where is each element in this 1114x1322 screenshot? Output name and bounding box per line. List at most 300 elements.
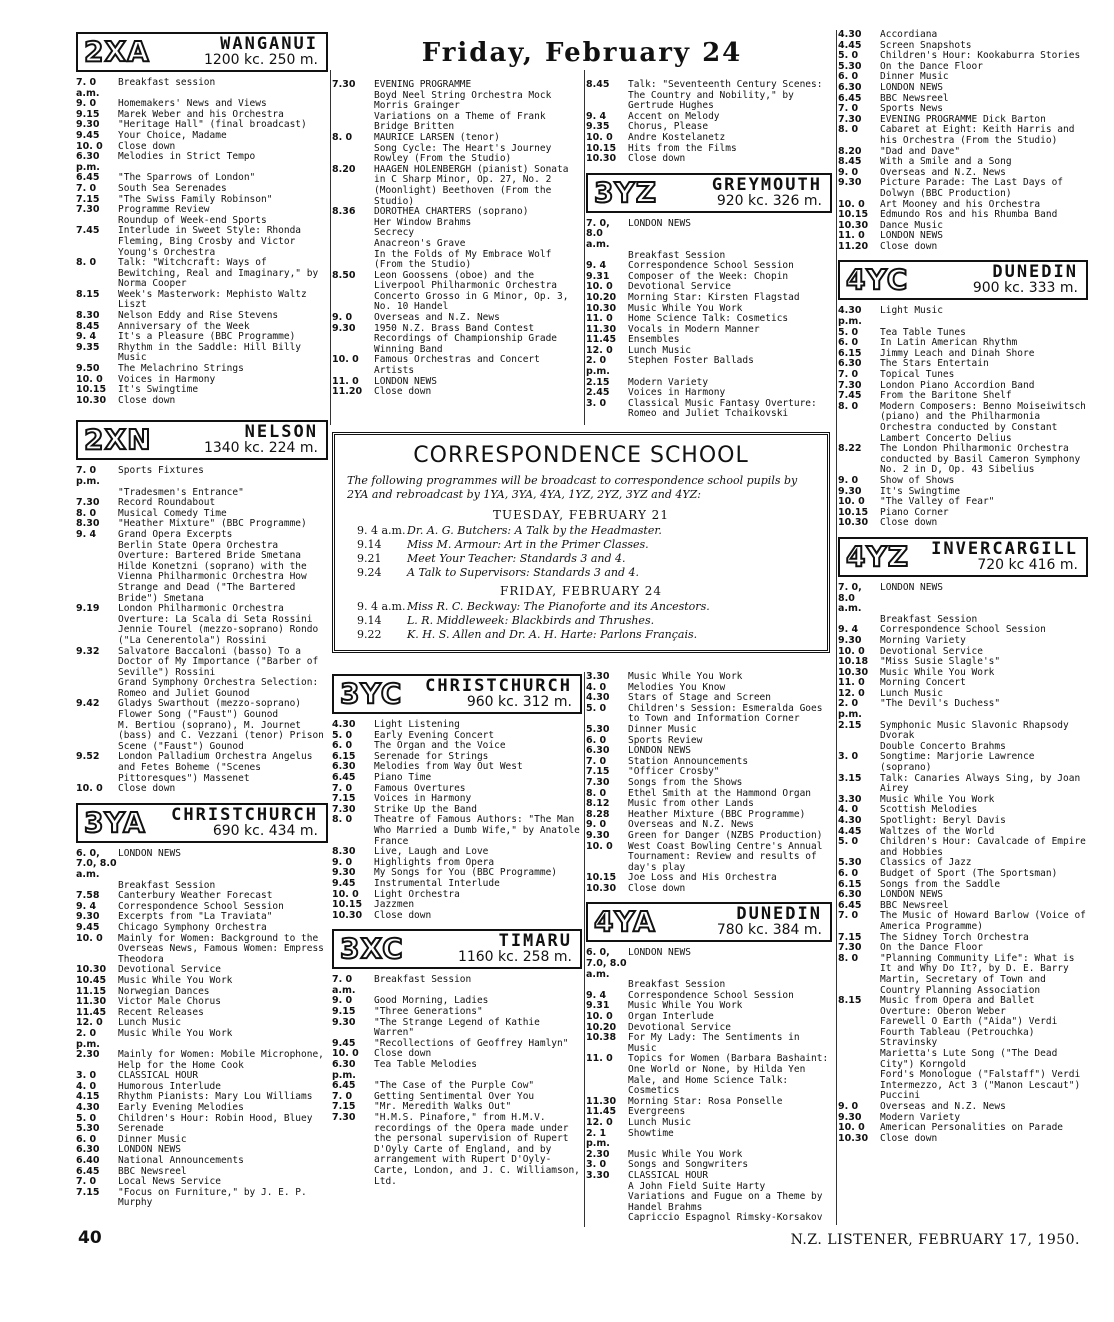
program-time: 6.30 — [838, 81, 862, 93]
column-rule — [836, 30, 837, 1225]
station-city: GREYMOUTH — [711, 174, 822, 195]
station-frequency: 780 kc. 384 m. — [716, 922, 822, 939]
program-entry — [838, 178, 1088, 199]
program-title: Morning Star: Kirsten Flagstad — [628, 291, 800, 303]
program-title: LONDON NEWS — [880, 889, 943, 901]
program-entry — [838, 359, 1088, 370]
program-title: A John Field Suite Harty — [628, 1180, 766, 1192]
program-title: Light Music — [880, 305, 943, 317]
program-title: Instrumental Interlude — [374, 877, 500, 889]
program-title: Organ Interlude — [628, 1011, 714, 1023]
program-entry — [76, 343, 328, 364]
station-frequency: 1340 kc. 224 m. — [203, 440, 318, 457]
program-title: Norwegian Dances — [118, 985, 210, 997]
program-time: 10. 0 — [76, 140, 103, 152]
program-entry — [838, 518, 1088, 529]
page-number: 40 — [78, 1228, 102, 1248]
program-entry — [76, 184, 328, 195]
program-entry — [586, 873, 832, 884]
correspondence-item — [347, 600, 815, 614]
program-entry — [838, 72, 1088, 83]
program-time: 4.30 — [76, 1102, 100, 1114]
program-time: 5.30 — [838, 60, 862, 72]
program-title: Close down — [880, 517, 938, 529]
program-title: London Palladium Orchestra Angelus and Fetes Boheme ("Scenes Pittoresques") Massenet — [118, 751, 313, 784]
program-time: 9.30 — [332, 322, 356, 334]
program-title: CLASSICAL HOUR — [628, 1169, 709, 1181]
program-entry — [332, 975, 582, 996]
program-title: Marietta's Lute Song ("The Dead City") Korngold — [880, 1048, 1058, 1070]
program-title: Cabaret at Eight: Keith Harris and his Orchestra (From the Studio) — [880, 124, 1075, 146]
program-list-col3-mid — [586, 672, 832, 894]
program-entry — [838, 890, 1088, 901]
program-title: Your Choice, Madame — [118, 129, 227, 141]
program-title: Andre Kostelanetz — [628, 131, 726, 143]
program-title: Breakfast Session — [374, 974, 472, 986]
program-title: Farewell O Earth ("Aida") Verdi — [880, 1016, 1058, 1028]
program-time: 11.30 — [76, 996, 107, 1008]
program-entry — [586, 112, 832, 123]
program-time: 9.42 — [76, 698, 100, 710]
program-title: Nelson Eddy and Rise Stevens — [118, 310, 279, 322]
program-time: 11. 0 — [332, 375, 359, 387]
program-title: Excerpts from "La Traviata" — [118, 911, 273, 923]
program-time: 7. 0 — [76, 182, 97, 194]
station-frequency: 690 kc. 434 m. — [212, 822, 318, 839]
program-time: 10.30 — [76, 964, 107, 976]
program-title: In the Folds of My Embrace Wolf (From the Studio) — [374, 248, 552, 271]
program-title: Early Evening Concert — [374, 729, 495, 741]
program-time: 6.15 — [838, 347, 862, 359]
program-title: "The Case of the Purple Cow" — [374, 1080, 535, 1092]
program-list-4yc — [838, 306, 1088, 528]
program-title: EVENING PROGRAMME — [374, 79, 472, 90]
program-time — [332, 91, 374, 112]
program-entry — [76, 784, 328, 795]
program-time: 3. 0 — [838, 751, 859, 763]
program-entry — [586, 335, 832, 346]
program-title: National Announcements — [118, 1155, 244, 1167]
program-title: London Piano Accordion Band — [880, 379, 1035, 391]
program-time: 4.30 — [332, 719, 356, 730]
program-time: 10. 0 — [838, 1122, 865, 1134]
program-time: 4.30 — [586, 692, 610, 704]
program-entry — [586, 1097, 832, 1108]
program-entry — [76, 721, 328, 753]
program-title: "Focus on Furniture," by J. E. P. Murphy — [118, 1186, 307, 1209]
program-title: American Personalities on Parade — [880, 1122, 1064, 1134]
program-title: Music from Opera and Ballet Overture: Oberon Weber — [880, 995, 1035, 1017]
program-time: 4. 0 — [838, 804, 859, 816]
program-time: 12. 0 — [586, 1116, 613, 1128]
program-title: Close down — [118, 783, 176, 795]
program-entry — [838, 1049, 1088, 1070]
program-time: 6.45 — [76, 172, 100, 184]
program-entry — [76, 562, 328, 604]
correspondence-time: 9.24 — [357, 566, 382, 579]
program-title: Gladys Swarthout (mezzo-soprano) Flower Song ("Faust") Gounod — [118, 698, 302, 721]
program-title: "The Strange Legend of Kathie Warren" — [374, 1016, 540, 1039]
program-entry — [332, 1018, 582, 1039]
program-time: 6.30 — [586, 745, 610, 757]
program-title: Close down — [374, 386, 432, 398]
correspondence-time: 9.22 — [357, 628, 382, 641]
program-entry — [76, 678, 328, 699]
program-entry — [838, 583, 1088, 615]
station-callsign: 4YC — [846, 263, 909, 297]
program-title: Homemakers' News and Views — [118, 98, 267, 110]
program-title: Recent Releases — [118, 1006, 204, 1018]
program-time: 8.22 — [838, 443, 862, 455]
program-entry — [586, 80, 832, 112]
program-time: 11.45 — [586, 1106, 617, 1118]
correspondence-item — [347, 538, 815, 552]
program-entry — [586, 133, 832, 144]
program-entry — [76, 1029, 328, 1050]
program-time: 10.20 — [586, 1021, 617, 1033]
program-title: For My Lady: The Sentiments in Music — [628, 1032, 800, 1054]
program-list-4ya — [586, 948, 832, 1223]
program-title: "Dad and Dave" — [880, 145, 961, 157]
program-time: 7. 0 — [838, 103, 859, 115]
program-entry — [838, 752, 1088, 773]
program-time: 5. 0 — [838, 326, 859, 338]
station-city: DUNEDIN — [736, 904, 822, 925]
correspondence-item — [347, 628, 815, 642]
program-entry — [838, 402, 1088, 444]
program-time: 8. 0 — [76, 257, 97, 269]
program-entry — [586, 293, 832, 304]
program-title: Piano Time — [374, 771, 432, 783]
program-title: Picture Parade: The Last Days of Dolwyn (BBC Production) — [880, 177, 1064, 199]
correspondence-topic: Miss M. Armour: Art in the Primer Classes. — [407, 538, 649, 551]
program-time: 6.45 — [838, 899, 862, 911]
program-time: 12. 0 — [838, 687, 865, 699]
program-title: BBC Newsreel — [880, 92, 949, 104]
station-frequency: 900 kc. 333 m. — [972, 280, 1078, 297]
program-time: 2.45 — [586, 387, 610, 399]
column-2-lower — [332, 672, 582, 1187]
station-frequency: 720 kc 416 m. — [977, 556, 1078, 573]
program-title: Fourth Tableau (Petrouchka) Stravinsky — [880, 1026, 1035, 1049]
correspondence-topic: Dr. A. G. Butchers: A Talk by the Headmaster. — [407, 524, 662, 537]
program-entry — [332, 890, 582, 901]
program-title: Stephen Foster Ballads — [628, 355, 754, 367]
program-time: 5. 0 — [76, 1112, 97, 1124]
program-time: 11. 0 — [586, 313, 613, 325]
station-city: DUNEDIN — [992, 262, 1078, 283]
program-time: 5. 0 — [586, 702, 607, 714]
correspondence-time: 9.14 — [357, 614, 382, 627]
program-time: 7.15 — [332, 1101, 356, 1113]
program-title: Anacreon's Grave — [374, 237, 466, 249]
station-city: INVERCARGILL — [931, 538, 1078, 559]
program-title: Voices in Harmony — [628, 387, 726, 399]
program-entry — [586, 778, 832, 789]
program-time: 8.12 — [586, 798, 610, 810]
program-time: 2. 1 p.m. — [586, 1127, 610, 1150]
program-time: 9. 0 — [586, 819, 607, 831]
program-time — [586, 1182, 628, 1193]
program-time: 7. 0 p.m. — [76, 465, 100, 487]
correspondence-topic: A Talk to Supervisors: Standards 3 and 4. — [407, 566, 640, 579]
program-entry — [838, 880, 1088, 891]
program-time: 8.15 — [838, 995, 862, 1007]
program-time: 10.20 — [586, 291, 617, 303]
program-time: 10.45 — [76, 974, 107, 986]
program-time: 10.18 — [838, 656, 869, 668]
station-header-4yc — [838, 260, 1088, 300]
program-title: Overseas and N.Z. News — [374, 312, 500, 324]
program-title: LONDON NEWS — [374, 375, 437, 387]
program-title: Capriccio Espagnol Rimsky-Korsakov — [628, 1212, 823, 1224]
program-title: Serenade — [118, 1123, 164, 1135]
station-frequency: 1200 kc. 250 m. — [203, 52, 318, 68]
program-entry — [76, 290, 328, 311]
program-entry — [838, 231, 1088, 242]
station-city: TIMARU — [498, 931, 572, 952]
program-title: Devotional Service — [628, 281, 731, 293]
correspondence-item — [347, 524, 815, 538]
program-title: "Miss Susie Slagle's" — [880, 656, 1001, 668]
program-entry — [838, 306, 1088, 327]
program-title: Music While You Work — [118, 1027, 233, 1039]
program-time: 8.30 — [76, 310, 100, 322]
program-entry — [332, 218, 582, 229]
program-time: 10. 0 — [586, 1011, 613, 1023]
program-time: 9.30 — [76, 119, 100, 131]
station-header-4ya — [586, 902, 832, 942]
program-list-3yz — [586, 219, 832, 420]
program-title: Voices in Harmony — [118, 373, 216, 385]
column-rule — [584, 672, 585, 1227]
program-entry — [76, 541, 328, 562]
program-title: "Three Generations" — [374, 1006, 483, 1018]
program-title: Show of Shows — [880, 474, 955, 486]
program-entry — [838, 699, 1088, 720]
station-header-3yz — [586, 173, 832, 213]
program-list-4yz — [838, 583, 1088, 1144]
program-entry — [76, 647, 328, 679]
program-entry — [332, 112, 582, 133]
program-time: 10.15 — [332, 899, 363, 911]
program-time: 11.15 — [76, 985, 107, 997]
program-title: Close down — [118, 140, 176, 152]
program-title: Close down — [374, 909, 432, 921]
program-title: Double Concerto Brahms — [880, 740, 1006, 752]
program-time: 10.30 — [838, 219, 869, 231]
program-time: 10. 0 — [586, 131, 613, 143]
program-entry — [586, 1054, 832, 1096]
program-title: M. Bertiou (soprano), M. Journet (bass) and C. Vezzani (tenor) Prison Scene ("Faust") Gounod — [118, 719, 324, 752]
program-title: 1950 N.Z. Brass Band Contest Recordings of Championship Grade Winning Band — [374, 322, 558, 355]
program-title: Anniversary of the Week — [118, 320, 250, 332]
program-entry — [838, 1134, 1088, 1145]
program-time: 8. 0 — [76, 507, 97, 519]
program-time: 8.28 — [586, 808, 610, 820]
column-2 — [332, 30, 582, 398]
program-title: It's Swingtime — [880, 485, 961, 497]
program-title: Lunch Music — [880, 687, 943, 699]
program-time: 11.20 — [332, 386, 363, 398]
program-time: 6.45 — [76, 1165, 100, 1177]
program-title: Roundup of Week-end Sports — [118, 214, 267, 226]
station-header-2xn — [76, 420, 328, 460]
program-entry — [586, 1107, 832, 1118]
program-time: 9. 4 — [586, 110, 607, 122]
program-time: 10.30 — [838, 517, 869, 529]
program-time — [332, 112, 374, 133]
program-time — [838, 1070, 880, 1081]
program-time: 12. 0 — [76, 1017, 103, 1029]
station-callsign: 3YZ — [594, 175, 658, 209]
program-entry — [838, 62, 1088, 73]
program-title: Jimmy Leach and Dinah Shore — [880, 347, 1035, 359]
program-title: Morning Concert — [880, 677, 966, 689]
program-time: 8. 0 — [586, 787, 607, 799]
program-title: Close down — [118, 394, 176, 406]
program-entry — [586, 219, 832, 251]
program-entry — [838, 1028, 1088, 1049]
program-title: Interlude in Sweet Style: Rhonda Fleming, Bing Crosby and Victor Young's Orchestra — [118, 225, 302, 258]
program-title: Music While You Work — [118, 974, 233, 986]
program-title: Children's Hour: Cavalcade of Empire and Hobbies — [880, 836, 1086, 858]
correspondence-time: 9.14 — [357, 538, 382, 551]
program-title: West Coast Bowling Centre's Annual Tournament: Review and results of day's play — [628, 840, 823, 873]
program-time: 7. 0 — [332, 782, 353, 794]
program-entry — [332, 355, 582, 376]
program-title: Her Window Brahms — [374, 216, 472, 228]
program-entry — [76, 396, 328, 407]
program-title: London Philharmonic Orchestra Overture: La Scala di Seta Rossini — [118, 603, 313, 625]
program-entry — [76, 1050, 328, 1071]
program-time: 9. 0 — [838, 1101, 859, 1113]
program-time: 3.30 — [586, 1169, 610, 1181]
program-entry — [586, 399, 832, 420]
program-time: 5.30 — [838, 857, 862, 869]
program-time: 9.45 — [332, 877, 356, 889]
correspondence-item — [347, 614, 815, 628]
program-title: Green for Danger (NZBS Production) — [628, 829, 823, 841]
program-title: "Planning Community Life": What is It and Why Do It?, by D. E. Barry Martin, Secretary of Town and Country Planning Association — [880, 952, 1075, 996]
program-time: 8.50 — [332, 269, 356, 281]
program-title: Mainly for Women: Background to the Overseas News, Famous Women: Empress Theodora — [118, 932, 324, 965]
program-entry — [586, 842, 832, 874]
correspondence-topic: Meet Your Teacher: Standards 3 and 4. — [407, 552, 626, 565]
program-title: From the Baritone Shelf — [880, 390, 1012, 402]
program-list-2xn — [76, 466, 328, 794]
program-title: Jennie Tourel (mezzo-soprano) Rondo ("La Cenerentola") Rossini — [118, 624, 319, 646]
program-entry — [76, 1124, 328, 1135]
program-time: 7.30 — [76, 204, 100, 216]
program-title: It's Swingtime — [118, 384, 199, 396]
program-title: Children's Hour: Kookaburra Stories — [880, 50, 1081, 62]
program-entry — [586, 356, 832, 377]
program-time: 6.45 — [838, 92, 862, 104]
station-callsign: 3XC — [340, 932, 404, 966]
program-title: Children's Hour: Robin Hood, Bluey — [118, 1112, 313, 1124]
program-time: 8.30 — [332, 846, 356, 858]
program-time: 7. 0 — [838, 910, 859, 922]
program-title: Scottish Melodies — [880, 804, 978, 816]
program-time: 9.30 — [838, 177, 862, 189]
program-time: 11.45 — [76, 1006, 107, 1018]
program-entry — [76, 375, 328, 386]
program-title: South Sea Serenades — [118, 182, 227, 194]
program-time: 9.15 — [332, 1006, 356, 1018]
program-title: Showtime — [628, 1127, 674, 1139]
program-list-col3-top — [586, 80, 832, 165]
program-time: 7. 0, 8.0 a.m. — [586, 217, 610, 250]
program-title: The London Philharmonic Orchestra conducted by Basil Cameron Symphony No. 2 in D, Op. 43 Sibelius — [880, 443, 1081, 476]
correspondence-days — [347, 508, 815, 642]
program-time: 11.30 — [586, 1095, 617, 1107]
program-entry — [332, 762, 582, 773]
program-time: 2.15 — [586, 376, 610, 388]
program-title: LONDON NEWS — [880, 230, 943, 242]
program-time: 9.50 — [76, 363, 100, 375]
program-time: 9.35 — [586, 121, 610, 133]
program-title: Lunch Music — [118, 1017, 181, 1029]
program-entry — [332, 1060, 582, 1081]
program-time: 10.30 — [838, 666, 869, 678]
program-time: 10.15 — [838, 209, 869, 221]
program-time: 10. 0 — [838, 198, 865, 210]
station-header-3xc — [332, 929, 582, 969]
program-time — [76, 541, 118, 562]
program-title: Dinner Music — [118, 1133, 187, 1145]
program-title: Boyd Neel String Orchestra Mock Morris Grainger — [374, 89, 552, 112]
station-header-4yz — [838, 537, 1088, 577]
program-time — [76, 562, 118, 604]
program-time: 8. 0 — [332, 131, 353, 143]
program-time: 3. 0 — [76, 1070, 97, 1082]
program-title: Correspondence School Session — [118, 900, 284, 912]
program-entry — [332, 271, 582, 313]
program-title: Secrecy — [374, 227, 415, 239]
program-title: Music While You Work — [628, 1000, 743, 1012]
program-entry — [332, 911, 582, 922]
program-time: 9.52 — [76, 751, 100, 763]
program-title: Songs and Songwriters — [628, 1159, 749, 1171]
program-time — [332, 228, 374, 239]
program-time: 8. 0 — [332, 814, 353, 826]
program-title: Tea Table Melodies — [374, 1059, 477, 1071]
program-time: 10. 0 — [76, 932, 103, 944]
program-title: It's a Pleasure (BBC Programme) — [118, 331, 296, 343]
program-entry — [838, 911, 1088, 932]
program-title: In Latin American Rhythm — [880, 337, 1018, 349]
program-time: 9. 4 — [838, 624, 859, 636]
program-title: Overseas and N.Z. News — [880, 1101, 1006, 1113]
program-time — [838, 1017, 880, 1028]
program-title: Song Cycle: The Heart's Journey Rowley (From the Studio) — [374, 142, 552, 165]
program-time: 10. 0 — [332, 354, 359, 366]
program-time: 6.30 — [332, 761, 356, 773]
program-time: 6. 0 — [838, 71, 859, 83]
program-time: 8. 0 — [838, 400, 859, 412]
program-title: Ford's Monologue ("Falstaff") Verdi — [880, 1069, 1081, 1081]
program-entry — [332, 144, 582, 165]
program-time: 6. 0 — [838, 337, 859, 349]
program-time: 10. 0 — [76, 783, 103, 795]
program-title: Heather Mixture (BBC Programme) — [628, 808, 806, 820]
program-time — [838, 1081, 880, 1102]
program-title: Modern Composers: Benno Moiseiwitsch (piano) and the Philharmonia Orchestra conducted by Constant Lambert Concerto Delius — [880, 400, 1086, 444]
program-entry — [332, 720, 582, 731]
program-title: Modern Variety — [628, 376, 709, 388]
program-entry — [586, 831, 832, 842]
